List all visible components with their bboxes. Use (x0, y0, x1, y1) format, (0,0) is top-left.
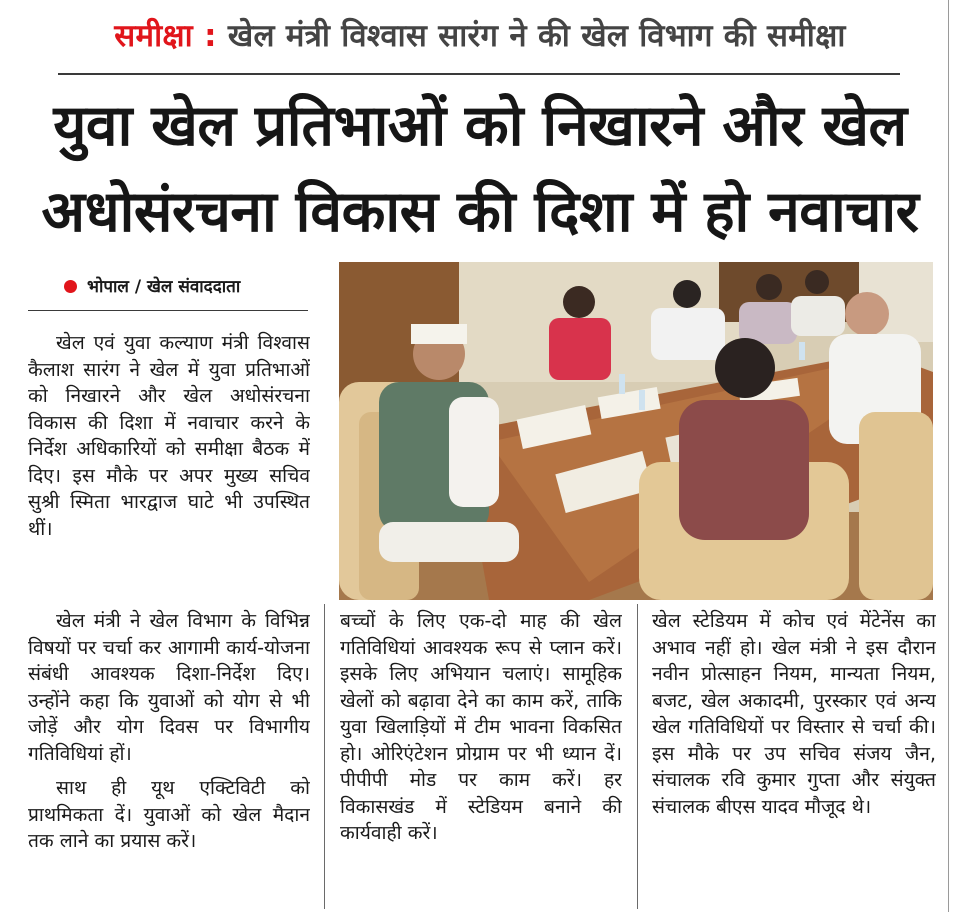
dateline (64, 274, 240, 297)
page-edge-rule (948, 0, 949, 912)
column-divider (637, 604, 638, 909)
column-divider (324, 604, 325, 909)
kicker-rule (58, 73, 900, 75)
dateline-text: भोपाल / खेल संवाददाता (87, 277, 241, 297)
meeting-photo (339, 262, 933, 600)
article-column-2 (340, 608, 622, 912)
headline-line-2: अधोसंरचना विकास की दिशा में हो नवाचार (41, 179, 919, 245)
article-paragraph: खेल एवं युवा कल्याण मंत्री विश्वास कैलाश सारंग ने खेल में युवा प्रतिभाओं को निखारने और खेल अधोसंरचना विकास की दिशा में नवाचार करने के निर्देश अधिकारियों को समीक्षा बैठक में दिए। इस मौके पर अपर मुख्य सचिव सुश्री स्मिता भारद्वाज घाटे भी उपस्थित थीं। (28, 331, 310, 540)
dateline-rule (28, 310, 308, 311)
headline-line-1: युवा खेल प्रतिभाओं को निखारने और खेल (53, 93, 907, 159)
article-column-1 (28, 330, 310, 610)
article-column-3 (652, 608, 936, 912)
meeting-photo-icon (339, 262, 933, 600)
kicker-text: खेल मंत्री विश्वास सारंग ने की खेल विभाग की समीक्षा (227, 18, 846, 54)
article-paragraph: बच्चों के लिए एक-दो माह की खेल गतिविधियां आवश्यक रूप से प्लान करें। इसके लिए अभियान चलाएं। सामूहिक खेलों को बढ़ावा देने का काम करें, ताकि युवा खिलाड़ियों में टीम भावना विकसित हो। ओरिएंटेशन प्रोग्राम पर भी ध्यान दें। पीपीपी मोड पर काम करें। हर विकासखंड में स्टेडियम बनाने की कार्यवाही करें। (340, 609, 622, 844)
article-paragraph: साथ ही यूथ एक्टिविटी को प्राथमिकता दें। युवाओं को खेल मैदान तक लाने का प्रयास करें। (28, 776, 310, 852)
article-paragraph: खेल मंत्री ने खेल विभाग के विभिन्न विषयों पर चर्चा कर आगामी कार्य-योजना संबंधी आवश्यक दिशा-निर्देश दिए। उन्होंने कहा कि युवाओं को योग से भी जोड़ें और योग दिवस पर विभागीय गतिविधियां हों। (28, 609, 310, 765)
kicker (0, 14, 960, 56)
kicker-label: समीक्षा : (114, 18, 217, 54)
article-paragraph: खेल स्टेडियम में कोच एवं मेंटेनेंस का अभाव नहीं हो। खेल मंत्री ने इस दौरान नवीन प्रोत्साहन नियम, मान्यता नियम, बजट, खेल अकादमी, पुरस्कार एवं अन्य खेल गतिविधियों पर विस्तार से चर्चा की। इस मौके पर उप सचिव संजय जैन, संचालक रवि कुमार गुप्ता और संयुक्त संचालक बीएस यादव मौजूद थे। (652, 609, 936, 818)
article-column-1-continued (28, 608, 310, 912)
bullet-dot-icon (64, 280, 77, 293)
